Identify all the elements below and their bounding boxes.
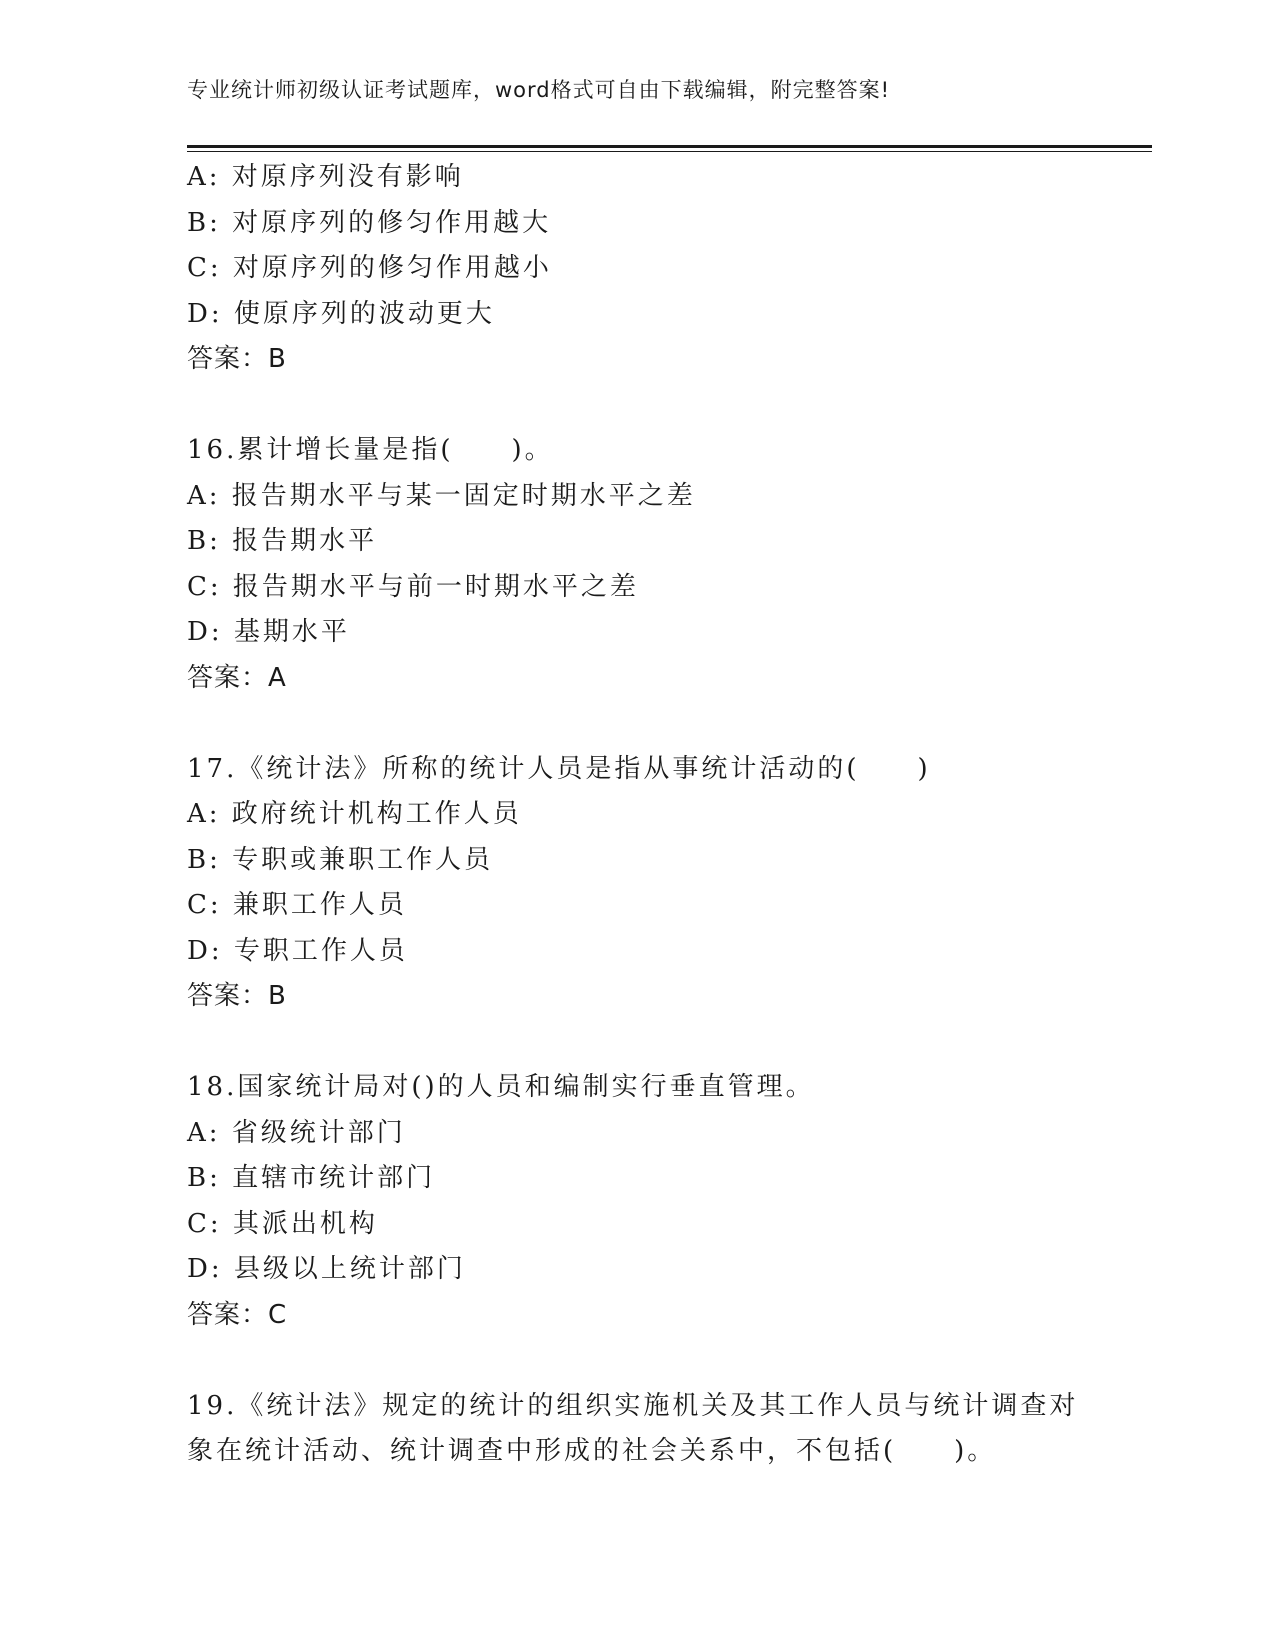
spacer <box>187 1338 1087 1384</box>
header-rule-thin <box>187 151 1152 152</box>
option-d: D: 使原序列的波动更大 <box>187 298 495 329</box>
option-b: B: 对原序列的修匀作用越大 <box>187 207 552 238</box>
option-a: A: 省级统计部门 <box>187 1117 406 1148</box>
spacer <box>187 701 1087 747</box>
option-c: C: 其派出机构 <box>187 1208 378 1239</box>
question-content <box>187 155 1087 1475</box>
option-b: B: 专职或兼职工作人员 <box>187 844 494 875</box>
spacer <box>187 1020 1087 1066</box>
option-a: A: 对原序列没有影响 <box>187 162 464 192</box>
option-d: D: 基期水平 <box>187 617 350 647</box>
option-c: C: 兼职工作人员 <box>187 890 407 920</box>
header-rule <box>187 145 1152 148</box>
option-b: B: 直辖市统计部门 <box>187 1163 436 1193</box>
option-a: A: 政府统计机构工作人员 <box>187 799 522 829</box>
question-stem: 16.累计增长量是指( )。 <box>187 435 554 465</box>
option-a: A: 报告期水平与某一固定时期水平之差 <box>187 480 696 511</box>
option-c: C: 报告期水平与前一时期水平之差 <box>187 571 639 602</box>
question-stem-line-1: 19.《统计法》规定的统计的组织实施机关及其工作人员与统计调查对 <box>187 1390 1079 1421</box>
question-stem-line-2: 象在统计活动、统计调查中形成的社会关系中，不包括( )。 <box>187 1436 997 1466</box>
option-b: B: 报告期水平 <box>187 526 378 556</box>
spacer <box>187 383 1087 429</box>
question-stem: 17.《统计法》所称的统计人员是指从事统计活动的( ) <box>187 753 931 784</box>
page-header: 专业统计师初级认证考试题库，word格式可自由下载编辑，附完整答案! <box>187 78 891 102</box>
question-stem: 18.国家统计局对()的人员和编制实行垂直管理。 <box>187 1072 815 1102</box>
answer-line: 答案：B <box>187 981 287 1011</box>
option-c: C: 对原序列的修匀作用越小 <box>187 253 552 283</box>
answer-line: 答案：A <box>187 662 287 693</box>
option-d: D: 专职工作人员 <box>187 935 408 966</box>
answer-line: 答案：B <box>187 344 287 374</box>
answer-line: 答案：C <box>187 1299 288 1330</box>
option-d: D: 县级以上统计部门 <box>187 1254 466 1284</box>
